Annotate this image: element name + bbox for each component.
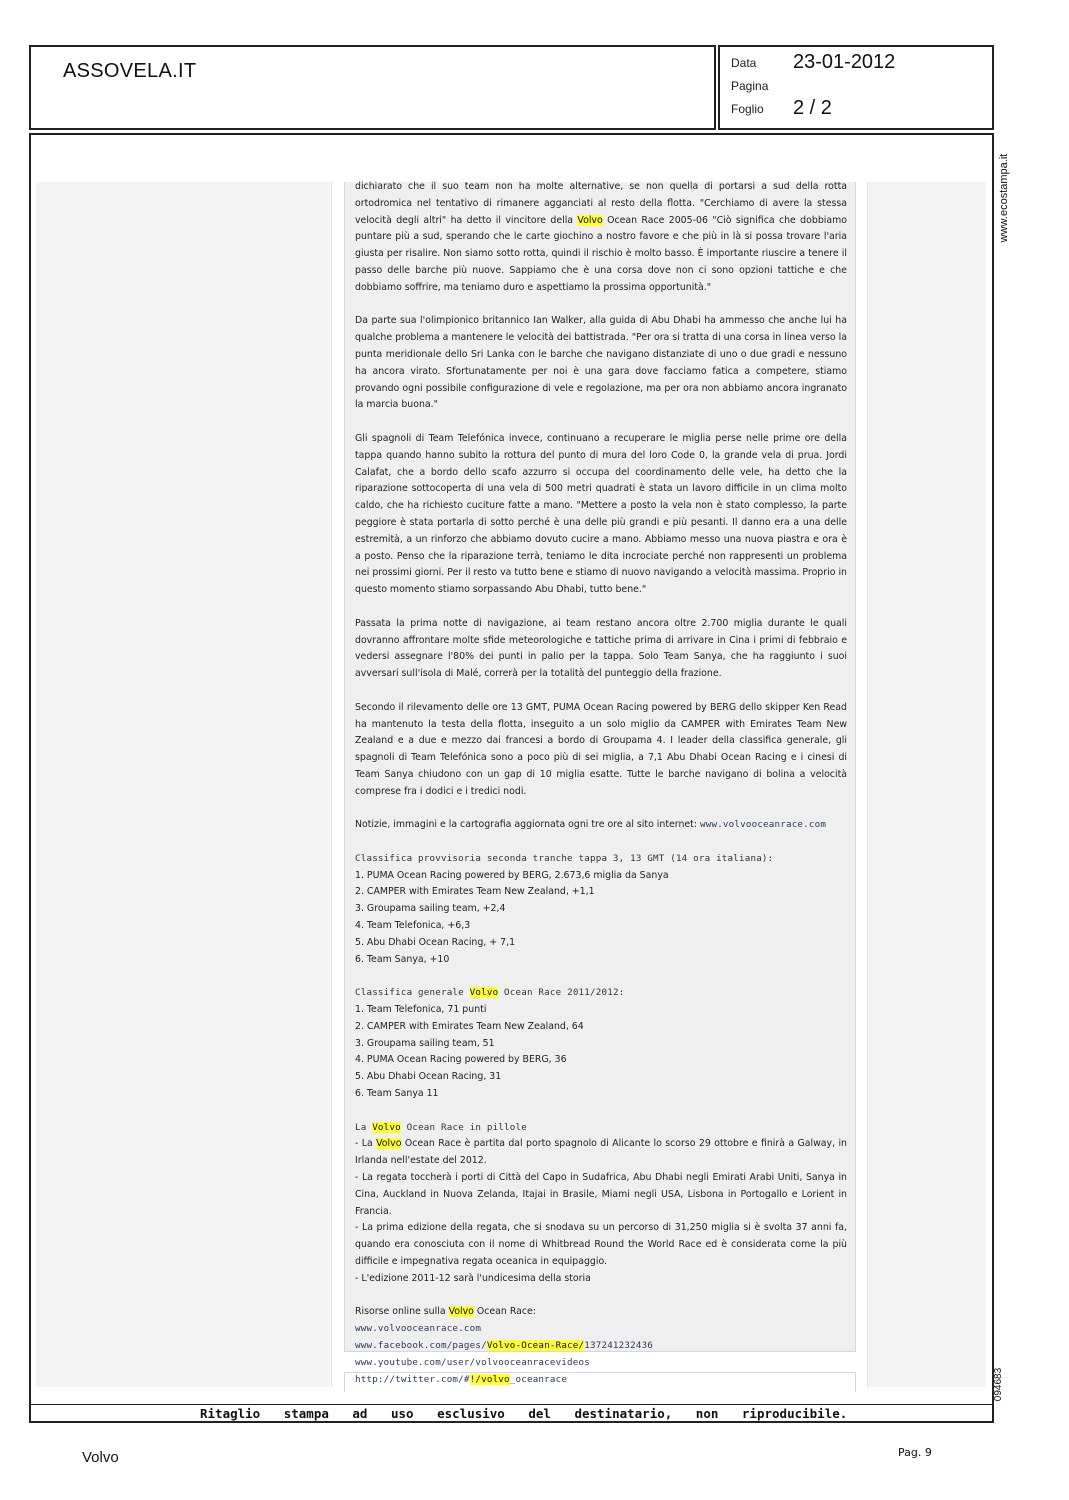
pills-title: La Volvo Ocean Race in pillole — [355, 1121, 527, 1133]
highlight-keyword: Volvo — [376, 1138, 402, 1150]
keyword-label: Volvo — [82, 1449, 119, 1466]
list-item: 3. Groupama sailing team, +2,4 — [355, 903, 506, 915]
article-paragraph-3: Gli spagnoli di Team Telefónica invece, continuano a recuperare le miglia perse nelle prime ore della tappa quando hanno subito la rottura del punto di mura del loro Code 0, la grande vela di prua. Jordi Calafat, che a bordo dello scafo azzurro si occupa del coordinamento delle vele, ha detto che la riparazione sottocoperta di una vela di 500 metri quadrati è stata un lavoro difficile in un clima molto caldo, che ha richiesto cuciture fatte a mano. "Mettere a posto la vela non è stato complesso, la parte peggiore è stata portarla di sotto perché è una delle più grandi e più pesanti. Il danno era a una delle estremità, a un rinforzo che abbiamo dovuto cucire a mano. Abbiamo messo una nuova piastra e ora è a posto. Penso che la riparazione terrà, teniamo le dita incrociate perché non rappresenti un problema nei prossimi giorni. Per il resto va tutto bene e stiamo di nuovo navigando a velocità massima. Proprio in questo momento stiamo sorpassando Abu Dhabi, tutto bene." — [355, 432, 847, 596]
page-number: Pag. 9 — [898, 1446, 932, 1459]
highlight-keyword: Volvo-Ocean-Race/ — [486, 1339, 585, 1351]
list-item: 3. Groupama sailing team, 51 — [355, 1037, 495, 1049]
publication-name: ASSOVELA.IT — [63, 60, 197, 82]
fact-item: - La prima edizione della regata, che si snodava su un percorso di 31,250 miglia si è svolta 37 anni fa, quando era conosciuta con il nome di Whitbread Round the World Race ed è considerata come la più difficile e impegnativa regata oceanica in equipaggio. — [355, 1222, 847, 1267]
online-resources — [355, 1304, 847, 1388]
side-source-url: www.ecostampa.it — [998, 153, 1010, 243]
general-title: Classifica generale Volvo Ocean Race 2011/2012: — [355, 987, 625, 999]
publication-header — [29, 45, 716, 130]
list-item: 4. PUMA Ocean Racing powered by BERG, 36 — [355, 1054, 567, 1066]
resource-link-website[interactable]: www.volvooceanrace.com — [355, 1323, 482, 1335]
fact-item: - La Volvo Ocean Race è partita dal porto spagnolo di Alicante lo scorso 29 ottobre e finirà a Galway, in Irlanda nell'estate del 2012. — [355, 1138, 847, 1167]
list-item: 5. Abu Dhabi Ocean Racing, 31 — [355, 1071, 502, 1083]
list-item: 6. Team Sanya 11 — [355, 1088, 439, 1100]
resources-title: Risorse online sulla Volvo Ocean Race: — [355, 1306, 536, 1318]
resource-link-facebook[interactable]: www.facebook.com/pages/Volvo-Ocean-Race/137241232436 — [355, 1339, 654, 1351]
date-label: Data — [731, 56, 757, 70]
side-code: 094683 — [993, 1367, 1005, 1402]
highlight-keyword: Volvo — [577, 214, 603, 226]
list-item: 5. Abu Dhabi Ocean Racing, + 7,1 — [355, 936, 516, 948]
highlight-keyword: Volvo — [469, 987, 499, 999]
fact-item: - L'edizione 2011-12 sarà l'undicesima della storia — [355, 1272, 591, 1284]
page-label: Pagina — [731, 79, 769, 93]
list-item: 2. CAMPER with Emirates Team New Zealand, +1,1 — [355, 886, 595, 898]
list-item: 4. Team Telefonica, +6,3 — [355, 920, 471, 932]
list-item: 2. CAMPER with Emirates Team New Zealand, 64 — [355, 1020, 584, 1032]
article-body — [355, 179, 847, 1405]
footer-divider — [29, 1404, 994, 1405]
highlight-keyword: Volvo — [372, 1121, 401, 1133]
article-paragraph-1: dichiarato che il suo team non ha molte alternative, se non quella di portarsi a sud della rotta ortodromica nel tentativo di rimanere agganciati al resto della flotta. "Cerchiamo di avere la stessa velocità degli altri" ha detto il vincitore della Volvo Ocean Race 2005-06 "Ciò significa che dobbiamo puntare più a sud, sperando che le carte giochino a nostro favore e che più in là si possa trovare l'aria giusta per risalire. Non siamo sotto rotta, quindi il rischio è molto basso. È importante riuscire a tenere il passo delle barche più nuove. Sappiamo che è una corsa dove non ci sono opzioni tattiche e che dobbiamo soffrire, ma teniamo duro e aspettiamo la prossima opportunità." — [355, 181, 847, 293]
provisional-title: Classifica provvisoria seconda tranche tappa 3, 13 GMT (14 ora italiana): — [355, 852, 774, 864]
fact-item: - La regata toccherà i porti di Città del Capo in Sudafrica, Abu Dhabi negli Emirati Arabi Uniti, Sanya in Cina, Auckland in Nuova Zelanda, Itajai in Brasile, Miami negli USA, Lisbona in Portogallo e Lorient in Francia. — [355, 1172, 847, 1217]
list-item: 6. Team Sanya, +10 — [355, 953, 450, 965]
metadata-box — [718, 45, 994, 130]
provisional-standings — [355, 851, 847, 969]
article-paragraph-2: Da parte sua l'olimpionico britannico Ian Walker, alla guida di Abu Dhabi ha ammesso che anche lui ha qualche problema a mantenere le velocità dei battistrada. "Per ora si tratta di una corsa in linea verso la punta meridionale dello Sri Lanka con le barche che navigano distanziate di uno o due gradi e nessuno ha ancora virato. Sfortunatamente per noi è una gara dove facciamo fatica a competere, stiamo provando ogni possibile configurazione di vele e regolazione, ma per ora non abbiamo ancora ingranato la marcia buona." — [355, 315, 847, 411]
article-paragraph-5: Secondo il rilevamento delle ore 13 GMT, PUMA Ocean Racing powered by BERG dello skipper Ken Read ha mantenuto la testa della flotta, inseguito a un solo miglio da CAMPER with Emirates Team New Zealand e a due e mezzo dai francesi a bordo di Groupama 4. I leader della classifica generale, gli spagnoli di Team Telefónica sono a poco più di sei miglia, a 7,1 Abu Dhabi Ocean Racing e i cinesi di Team Sanya chiudono con un gap di 10 miglia esatte. Tutte le barche navigano di bolina a velocità comprese fra i dodici e i tredici nodi. — [355, 701, 847, 797]
web-background-left — [36, 182, 330, 1387]
article-paragraph-4: Passata la prima notte di navigazione, ai team restano ancora oltre 2.700 miglia durante le quali dovranno affrontare molte sfide meteorologiche e tattiche prima di arrivare in Cina i primi di febbraio e vedersi assegnare l'80% dei punti in palio per la tappa. Solo Team Sanya, che ha raggiunto i suoi avversari sull'isola di Malé, correrà per la totalità del punteggio della frazione. — [355, 617, 847, 680]
copyright-notice: Ritaglio stampa ad uso esclusivo del destinatario, non riproducibile. — [200, 1406, 848, 1421]
list-item: 1. PUMA Ocean Racing powered by BERG, 2.673,6 miglia da Sanya — [355, 869, 669, 881]
date-value: 23-01-2012 — [793, 51, 896, 73]
highlight-keyword: Volvo — [448, 1306, 474, 1318]
highlight-keyword: !/volvo — [469, 1373, 510, 1385]
website-link[interactable]: www.volvooceanrace.com — [700, 819, 827, 831]
general-standings — [355, 985, 847, 1103]
resource-link-youtube[interactable]: www.youtube.com/user/volvooceanracevideos — [355, 1356, 590, 1368]
article-paragraph-6: Notizie, immagini e la cartografia aggiornata ogni tre ore al sito internet: www.volvooceanrace.com — [355, 819, 827, 831]
sheet-label: Foglio — [731, 102, 764, 116]
race-facts — [355, 1120, 847, 1288]
list-item: 1. Team Telefonica, 71 punti — [355, 1004, 487, 1016]
resource-link-twitter[interactable]: http://twitter.com/#!/volvo_oceanrace — [355, 1373, 568, 1385]
web-background-right — [866, 182, 986, 1387]
sheet-value: 2 / 2 — [793, 97, 832, 119]
